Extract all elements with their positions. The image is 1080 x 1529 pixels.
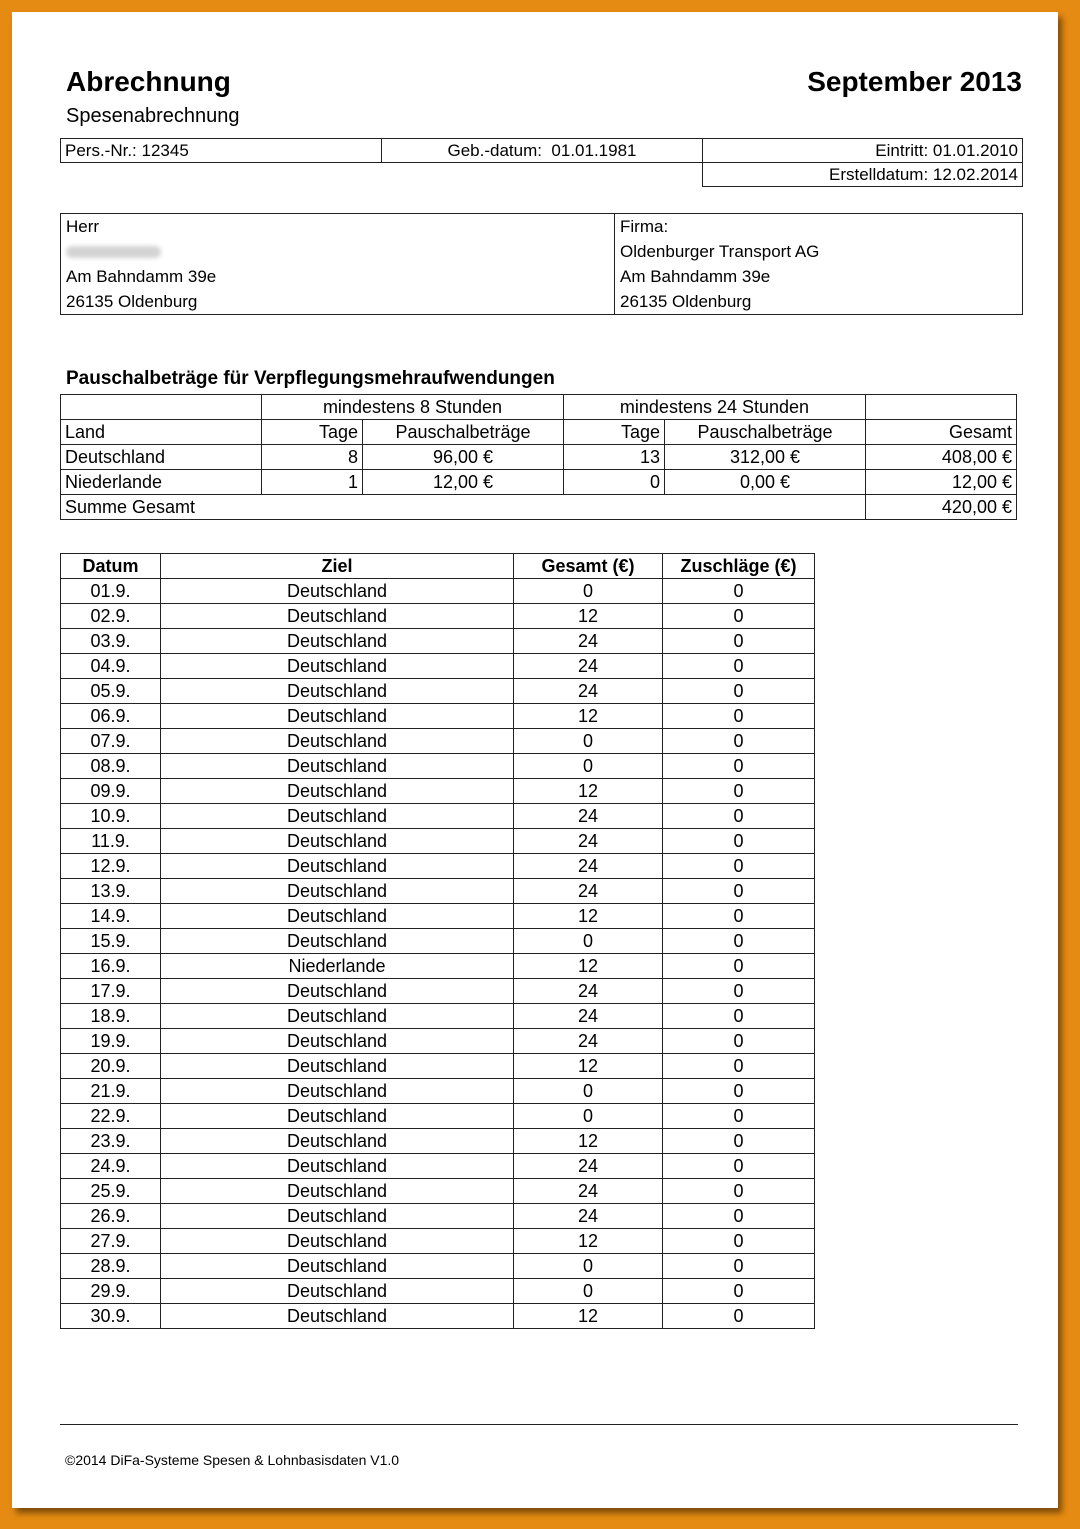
table-row (61, 629, 815, 654)
table-row: Niederlande 1 12,00 € 0 0,00 € 12,00 € (61, 470, 1017, 495)
cell-ziel: Deutschland (161, 1004, 514, 1029)
cell-datum: 25.9. (61, 1179, 161, 1204)
table-row (61, 1079, 815, 1104)
cell-zuschlaege: 0 (663, 1254, 815, 1279)
cell-gesamt: 0 (514, 579, 663, 604)
employee-address (61, 214, 615, 315)
cell-gesamt: 12 (514, 1229, 663, 1254)
cell-ziel: Deutschland (161, 604, 514, 629)
col-gesamt-eur: Gesamt (€) (514, 554, 663, 579)
cell-gesamt: 12 (514, 704, 663, 729)
col-tage-24: Tage (564, 420, 665, 445)
table-row (61, 579, 815, 604)
cell-ziel: Deutschland (161, 579, 514, 604)
cell-ziel: Deutschland (161, 1154, 514, 1179)
cell-datum: 06.9. (61, 704, 161, 729)
table-row (61, 604, 815, 629)
cell-ziel: Deutschland (161, 1279, 514, 1304)
table-row (61, 754, 815, 779)
cell-gesamt: 12 (514, 904, 663, 929)
sum-row (61, 495, 1017, 520)
col-pausch-24: Pauschalbeträge (665, 420, 866, 445)
cell-datum: 17.9. (61, 979, 161, 1004)
cell-ziel: Deutschland (161, 1204, 514, 1229)
cell-datum: 09.9. (61, 779, 161, 804)
cell-ziel: Deutschland (161, 804, 514, 829)
cell-zuschlaege: 0 (663, 879, 815, 904)
cell-zuschlaege: 0 (663, 804, 815, 829)
table-row (61, 1204, 815, 1229)
cell-zuschlaege: 0 (663, 1004, 815, 1029)
col-zuschlaege: Zuschläge (€) (663, 554, 815, 579)
employee-city: 26135 Oldenburg (66, 292, 198, 311)
table-row (61, 704, 815, 729)
cell-datum: 18.9. (61, 1004, 161, 1029)
table-row (61, 979, 815, 1004)
cell-zuschlaege: 0 (663, 829, 815, 854)
sum-label: Summe Gesamt (61, 495, 866, 520)
cell-ziel: Deutschland (161, 654, 514, 679)
table-row (61, 1104, 815, 1129)
cell-ziel: Deutschland (161, 1254, 514, 1279)
cell-datum: 13.9. (61, 879, 161, 904)
group-24h: mindestens 24 Stunden (564, 395, 866, 420)
table-row (61, 1279, 815, 1304)
birth-date-cell (382, 139, 703, 163)
table-row (61, 1054, 815, 1079)
cell-zuschlaege: 0 (663, 679, 815, 704)
cell-zuschlaege: 0 (663, 1179, 815, 1204)
cell-gesamt: 0 (514, 1079, 663, 1104)
cell-zuschlaege: 0 (663, 1154, 815, 1179)
cell-ziel: Niederlande (161, 954, 514, 979)
group-8h: mindestens 8 Stunden (262, 395, 564, 420)
cell-datum: 24.9. (61, 1154, 161, 1179)
cell-gesamt: 0 (514, 729, 663, 754)
cell-ziel: Deutschland (161, 1304, 514, 1329)
section-title: Pauschalbeträge für Verpflegungsmehraufwendungen (66, 368, 555, 389)
cell-ziel: Deutschland (161, 979, 514, 1004)
employee-street: Am Bahndamm 39e (66, 267, 217, 286)
table-row (61, 779, 815, 804)
cell-zuschlaege: 0 (663, 704, 815, 729)
table-row (61, 954, 815, 979)
cell-zuschlaege: 0 (663, 754, 815, 779)
cell-ziel: Deutschland (161, 1079, 514, 1104)
table-row (61, 1304, 815, 1329)
cell-datum: 29.9. (61, 1279, 161, 1304)
personnel-number: Pers.-Nr.: 12345 (61, 139, 382, 163)
cell-ziel: Deutschland (161, 754, 514, 779)
cell-gesamt: 24 (514, 679, 663, 704)
cell-zuschlaege: 0 (663, 1029, 815, 1054)
cell-ziel: Deutschland (161, 779, 514, 804)
cell-gesamt: 0 (514, 754, 663, 779)
table-row (61, 1179, 815, 1204)
cell-datum: 28.9. (61, 1254, 161, 1279)
cell-datum: 08.9. (61, 754, 161, 779)
company-name: Oldenburger Transport AG (620, 242, 820, 261)
table-row (61, 1029, 815, 1054)
cell-gesamt: 0 (514, 1279, 663, 1304)
cell-zuschlaege: 0 (663, 929, 815, 954)
employee-name-redacted (61, 239, 614, 264)
cell-gesamt: 12 (514, 779, 663, 804)
cell-gesamt: 24 (514, 829, 663, 854)
col-pausch-8: Pauschalbeträge (363, 420, 564, 445)
cell-ziel: Deutschland (161, 829, 514, 854)
employee-salutation: Herr (66, 217, 100, 236)
cell-datum: 03.9. (61, 629, 161, 654)
cell-datum: 22.9. (61, 1104, 161, 1129)
sum-value: 420,00 € (866, 495, 1017, 520)
cell-ziel: Deutschland (161, 854, 514, 879)
cell-zuschlaege: 0 (663, 654, 815, 679)
cell-gesamt: 24 (514, 879, 663, 904)
cell-ziel: Deutschland (161, 879, 514, 904)
table-row (61, 1129, 815, 1154)
cell-zuschlaege: 0 (663, 1079, 815, 1104)
cell-gesamt: 24 (514, 1004, 663, 1029)
table-row (61, 879, 815, 904)
cell-zuschlaege: 0 (663, 1204, 815, 1229)
table-row (61, 679, 815, 704)
cell-gesamt: 24 (514, 979, 663, 1004)
cell-gesamt: 0 (514, 1254, 663, 1279)
cell-datum: 30.9. (61, 1304, 161, 1329)
cell-ziel: Deutschland (161, 704, 514, 729)
cell-gesamt: 24 (514, 629, 663, 654)
company-label: Firma: (620, 217, 669, 236)
cell-ziel: Deutschland (161, 629, 514, 654)
footer-text: ©2014 DiFa-Systeme Spesen & Lohnbasisdaten V1.0 (65, 1452, 400, 1468)
cell-ziel: Deutschland (161, 1104, 514, 1129)
cell-gesamt: 24 (514, 854, 663, 879)
cell-datum: 11.9. (61, 829, 161, 854)
cell-zuschlaege: 0 (663, 779, 815, 804)
cell-gesamt: 24 (514, 1154, 663, 1179)
cell-ziel: Deutschland (161, 1054, 514, 1079)
cell-gesamt: 24 (514, 654, 663, 679)
table-row (61, 1254, 815, 1279)
cell-datum: 04.9. (61, 654, 161, 679)
created-date: Erstelldatum: 12.02.2014 (703, 163, 1023, 187)
birth-date-label: Geb.-datum: (447, 141, 542, 160)
col-datum: Datum (61, 554, 161, 579)
cell-zuschlaege: 0 (663, 1104, 815, 1129)
cell-gesamt: 0 (514, 1104, 663, 1129)
cell-ziel: Deutschland (161, 929, 514, 954)
cell-zuschlaege: 0 (663, 1279, 815, 1304)
cell-zuschlaege: 0 (663, 579, 815, 604)
cell-gesamt: 12 (514, 1129, 663, 1154)
company-street: Am Bahndamm 39e (620, 267, 771, 286)
cell-ziel: Deutschland (161, 679, 514, 704)
cell-zuschlaege: 0 (663, 604, 815, 629)
cell-gesamt: 24 (514, 1029, 663, 1054)
table-row (61, 929, 815, 954)
entry-date: Eintritt: 01.01.2010 (703, 139, 1023, 163)
cell-datum: 20.9. (61, 1054, 161, 1079)
cell-datum: 23.9. (61, 1129, 161, 1154)
cell-datum: 02.9. (61, 604, 161, 629)
table-row (61, 904, 815, 929)
birth-date-value: 01.01.1981 (551, 141, 637, 160)
period-label: September 2013 (807, 66, 1022, 97)
cell-gesamt: 24 (514, 804, 663, 829)
cell-zuschlaege: 0 (663, 904, 815, 929)
col-ziel: Ziel (161, 554, 514, 579)
cell-zuschlaege: 0 (663, 729, 815, 754)
cell-datum: 05.9. (61, 679, 161, 704)
cell-datum: 07.9. (61, 729, 161, 754)
table-row (61, 804, 815, 829)
document-title: Abrechnung (66, 66, 231, 97)
footer-divider (60, 1424, 1018, 1425)
daily-table (60, 553, 815, 1329)
company-address (615, 214, 1023, 315)
document-page (12, 12, 1058, 1508)
cell-datum: 19.9. (61, 1029, 161, 1054)
cell-zuschlaege: 0 (663, 979, 815, 1004)
cell-ziel: Deutschland (161, 1029, 514, 1054)
cell-ziel: Deutschland (161, 729, 514, 754)
table-row: Deutschland 8 96,00 € 13 312,00 € 408,00 € (61, 445, 1017, 470)
cell-gesamt: 12 (514, 954, 663, 979)
cell-datum: 16.9. (61, 954, 161, 979)
cell-datum: 12.9. (61, 854, 161, 879)
daily-table-body (61, 579, 815, 1329)
cell-gesamt: 12 (514, 604, 663, 629)
cell-datum: 21.9. (61, 1079, 161, 1104)
table-row (61, 854, 815, 879)
cell-ziel: Deutschland (161, 904, 514, 929)
cell-datum: 10.9. (61, 804, 161, 829)
cell-ziel: Deutschland (161, 1229, 514, 1254)
col-land: Land (61, 420, 262, 445)
cell-datum: 14.9. (61, 904, 161, 929)
cell-gesamt: 24 (514, 1179, 663, 1204)
cell-zuschlaege: 0 (663, 854, 815, 879)
table-row (61, 829, 815, 854)
cell-datum: 27.9. (61, 1229, 161, 1254)
company-city: 26135 Oldenburg (620, 292, 752, 311)
table-row (61, 1004, 815, 1029)
meta-table (60, 138, 1023, 187)
cell-datum: 15.9. (61, 929, 161, 954)
table-row (61, 654, 815, 679)
address-table (60, 213, 1023, 315)
document-subtitle: Spesenabrechnung (66, 105, 240, 127)
cell-gesamt: 24 (514, 1204, 663, 1229)
cell-datum: 01.9. (61, 579, 161, 604)
cell-zuschlaege: 0 (663, 1054, 815, 1079)
cell-datum: 26.9. (61, 1204, 161, 1229)
col-tage-8: Tage (262, 420, 363, 445)
cell-ziel: Deutschland (161, 1129, 514, 1154)
cell-zuschlaege: 0 (663, 1129, 815, 1154)
cell-zuschlaege: 0 (663, 1229, 815, 1254)
table-row (61, 1229, 815, 1254)
table-row (61, 729, 815, 754)
table-row (61, 1154, 815, 1179)
cell-gesamt: 12 (514, 1054, 663, 1079)
cell-gesamt: 0 (514, 929, 663, 954)
col-gesamt: Gesamt (866, 420, 1017, 445)
cell-gesamt: 12 (514, 1304, 663, 1329)
cell-ziel: Deutschland (161, 1179, 514, 1204)
cell-zuschlaege: 0 (663, 954, 815, 979)
cell-zuschlaege: 0 (663, 629, 815, 654)
cell-zuschlaege: 0 (663, 1304, 815, 1329)
allowance-table (60, 394, 1017, 520)
